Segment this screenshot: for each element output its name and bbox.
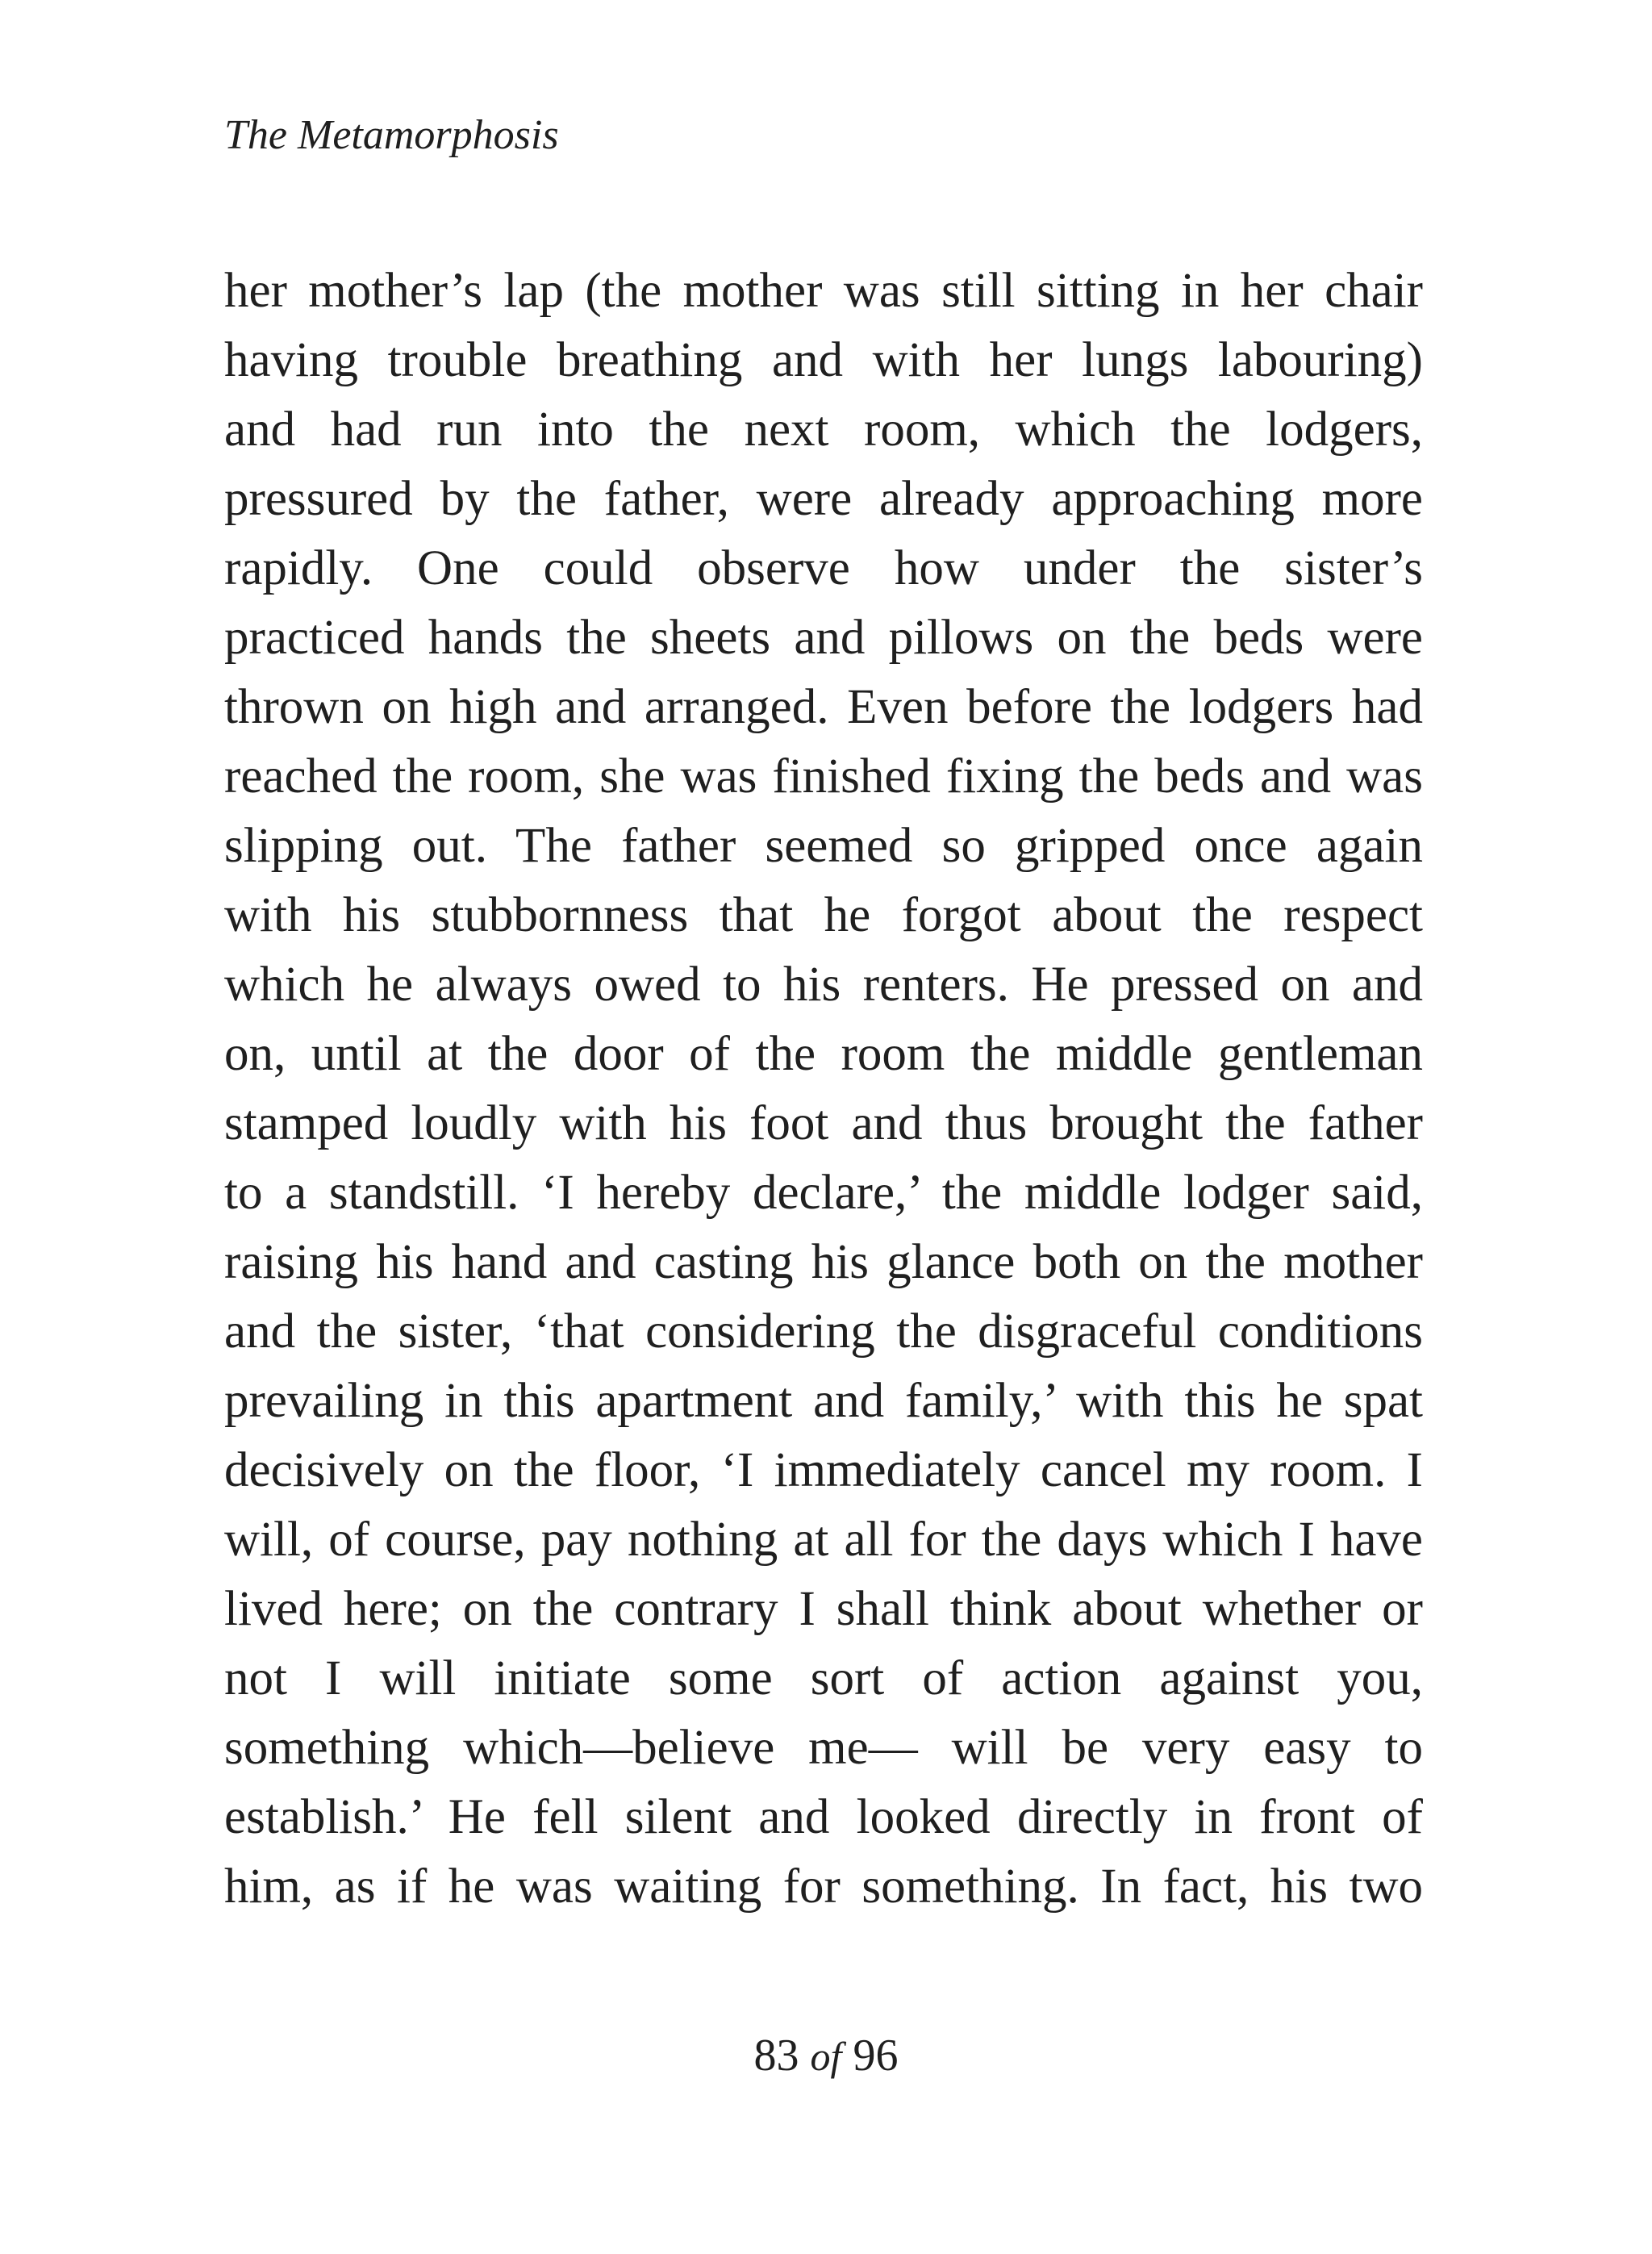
text-line: on, until at the door of the room the middle gentleman [224,1027,1423,1081]
text-line: him, as if he was waiting for something. In fact, his two [224,1860,1423,1914]
current-page-number: 83 [753,2031,799,2081]
text-line: to a standstill. ‘I hereby declare,’ the middle lodger said, [224,1166,1423,1220]
text-line: prevailing in this apartment and family,’ with this he spat [224,1374,1423,1428]
text-line: her mother’s lap (the mother was still sitting in her chair [224,264,1423,318]
text-line: with his stubbornness that he forgot about the respect [224,888,1423,942]
text-line: reached the room, she was finished fixing the beds and was [224,749,1423,804]
text-line: not I will initiate some sort of action against you, [224,1651,1423,1705]
page-number-separator: of [810,2034,842,2079]
text-line: and had run into the next room, which the lodgers, [224,403,1423,457]
text-line: establish.’ He fell silent and looked directly in front of [224,1790,1423,1844]
text-line: stamped loudly with his foot and thus brought the father [224,1096,1423,1150]
text-line: practiced hands the sheets and pillows on the beds were [224,611,1423,665]
text-line: having trouble breathing and with her lungs labouring) [224,333,1423,387]
text-line: slipping out. The father seemed so gripped once again [224,819,1423,873]
text-line: thrown on high and arranged. Even before the lodgers had [224,680,1423,734]
text-line: will, of course, pay nothing at all for the days which I have [224,1513,1423,1567]
text-line: decisively on the floor, ‘I immediately cancel my room. I [224,1443,1423,1497]
text-line: pressured by the father, were already approaching more [224,472,1423,526]
text-line: and the sister, ‘that considering the disgraceful conditions [224,1304,1423,1359]
page-number [0,2030,1652,2082]
text-line: something which—believe me— will be very easy to [224,1721,1423,1775]
text-line: raising his hand and casting his glance both on the mother [224,1235,1423,1289]
text-line: rapidly. One could observe how under the sister’s [224,541,1423,595]
running-header-title: The Metamorphosis [224,112,559,158]
total-pages-number: 96 [853,2031,899,2081]
page-body-text [224,257,1423,1922]
text-line: which he always owed to his renters. He pressed on and [224,958,1423,1012]
text-line: lived here; on the contrary I shall think about whether or [224,1582,1423,1636]
